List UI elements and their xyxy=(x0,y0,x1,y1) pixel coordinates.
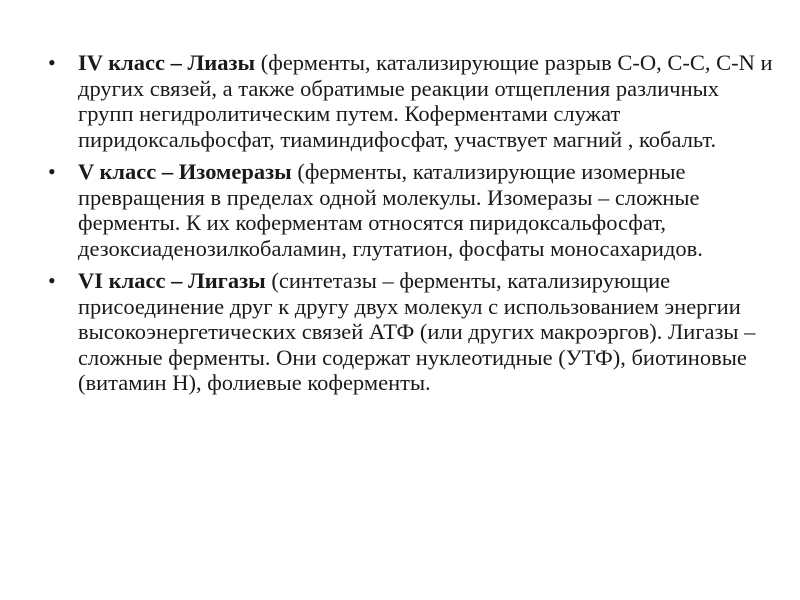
bullet-icon: • xyxy=(48,268,56,293)
bullet-icon: • xyxy=(48,50,56,75)
item-heading: V класс – Изомеразы xyxy=(78,159,292,184)
item-text: (синтетазы – ферменты, катализирующие присоединение друг к другу двух молекул с использованием энергии высокоэнергетических связей АТФ (или других макроэргов). Лигазы – сложные ферменты. Они содержат нуклеотидные (УТФ), биотиновые (витамин Н), фолиевые коферменты. xyxy=(78,268,756,395)
item-heading: IV класс – Лиазы xyxy=(78,50,256,75)
item-heading: VI класс – Лигазы xyxy=(78,268,266,293)
bullet-icon: • xyxy=(48,159,56,184)
bullet-list xyxy=(48,50,778,403)
item-text: (ферменты, катализирующие изомерные превращения в пределах одной молекулы. Изомеразы – сложные ферменты. К их коферментам относятся пиридоксальфосфат, дезоксиаденозилкобаламин, глутатион, фосфаты моносахаридов. xyxy=(78,159,703,261)
item-text: (ферменты, катализирующие разрыв С-О, С-С, С-N и других связей, а также обратимые реакции отщепления различных групп негидролитическим путем. Коферментами служат пиридоксальфосфат, тиаминдифосфат, участвует магний , кобальт. xyxy=(78,50,773,152)
list-item-isomerases xyxy=(48,159,778,261)
list-item-ligases xyxy=(48,268,778,396)
list-item-lyases xyxy=(48,50,778,152)
